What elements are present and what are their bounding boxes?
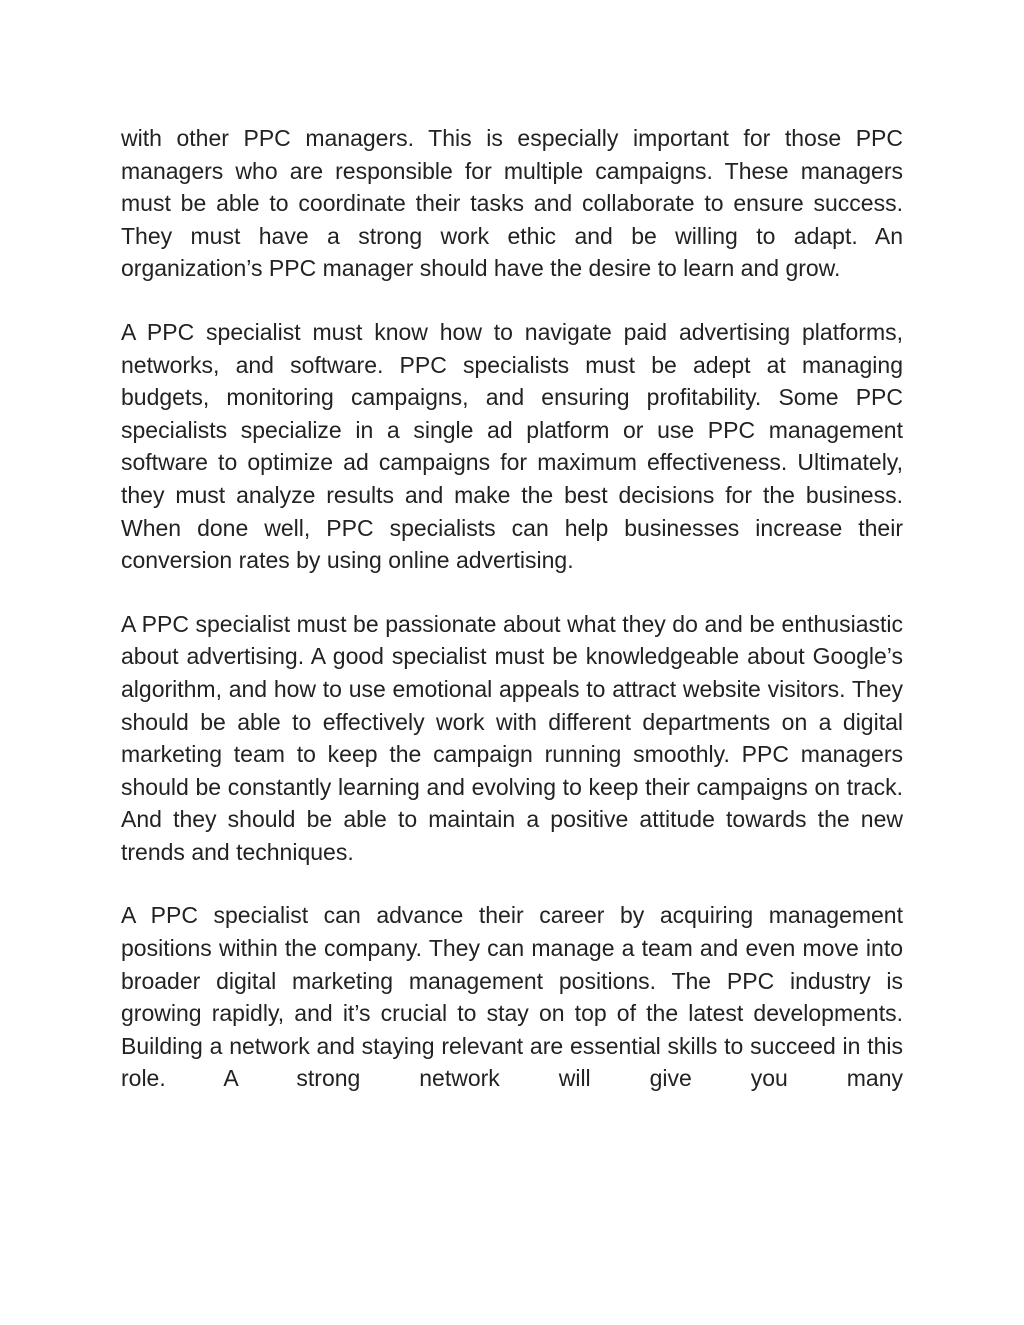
paragraph-2: A PPC specialist must know how to navigate paid advertising platforms, networks, and software. PPC specialists must be adept at managing budgets, monitoring campaigns, and ensuring profitability. Some PPC specialists specialize in a single ad platform or use PPC management software to optimize ad campaigns for maximum effectiveness. Ultimately, they must analyze results and make the best decisions for the business. When done well, PPC specialists can help businesses increase their conversion rates by using online advertising.: [121, 318, 903, 574]
paragraph-4: A PPC specialist can advance their career by acquiring management positions within the company. They can manage a team and even move into broader digital marketing management positions. The PPC industry is growing rapidly, and it’s crucial to stay on top of the latest developments. Building a network and staying relevant are essential skills to succeed in this role. A strong network will give you many: [121, 902, 903, 1092]
paragraph-3: A PPC specialist must be passionate about what they do and be enthusiastic about advertising. A good specialist must be knowledgeable about Google’s algorithm, and how to use emotional appeals to attract website visitors. They should be able to effectively work with different departments on a digital marketing team to keep the campaign running smoothly. PPC managers should be constantly learning and evolving to keep their campaigns on track. And they should be able to maintain a positive attitude towards the new trends and techniques.: [121, 610, 903, 865]
document-body: [121, 122, 903, 1095]
paragraph-1: with other PPC managers. This is especially important for those PPC managers who are responsible for multiple campaigns. These managers must be able to coordinate their tasks and collaborate to ensure success. They must have a strong work ethic and be willing to adapt. An organization’s PPC manager should have the desire to learn and grow.: [121, 125, 903, 282]
